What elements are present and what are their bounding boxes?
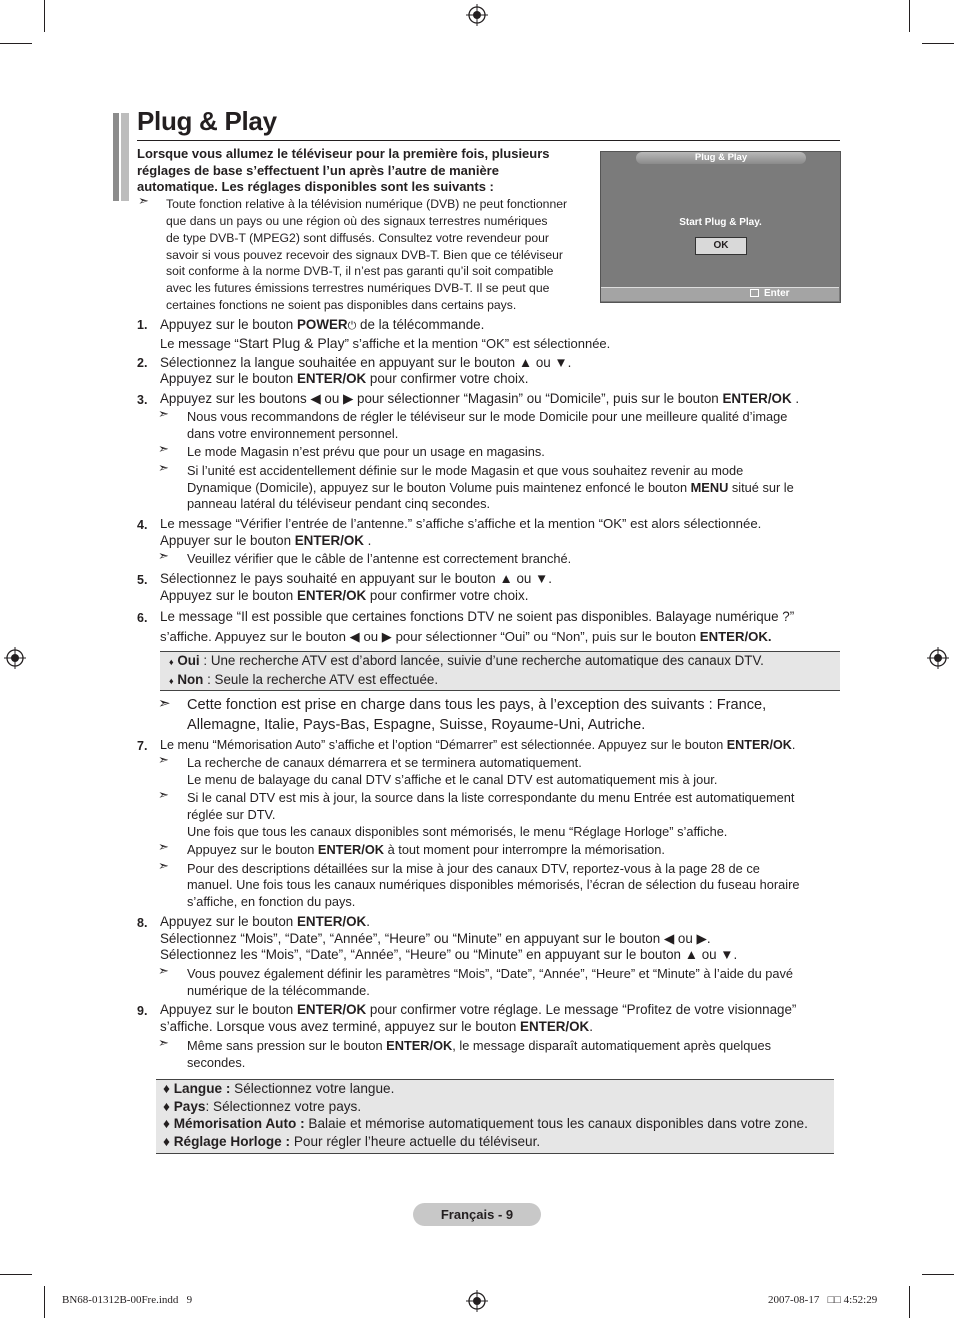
intro-note-line: Toute fonction relative à la télévision numérique (DVB) ne peut fonctionner [166,197,568,211]
power-icon: ⏻ [347,320,357,332]
step-5-line: Appuyez sur le bouton ENTER/OK pour confirmer votre choix. [160,588,529,603]
step-7-note: Pour des descriptions détaillées sur la mise à jour des canaux DTV, reportez-vous à la page 28 de ce [187,861,760,876]
note-arrow-icon: ➣ [158,839,169,854]
step-7-note: Si le canal DTV est mis à jour, la source dans la liste correspondante du menu Entrée est automatiquement [187,790,795,805]
summary-line: ♦ Langue : Sélectionnez votre langue. [163,1081,395,1096]
step-number: 9. [137,1004,148,1018]
step-number: 7. [137,739,148,753]
summary-line: ♦ Réglage Horloge : Pour régler l’heure actuelle du téléviseur. [163,1134,541,1149]
step-9-note: secondes. [187,1055,246,1070]
step-9-line: Appuyez sur le bouton ENTER/OK pour confirmer votre réglage. Le message “Profitez de votre visionnage” [160,1002,797,1017]
step-8-line: Appuyez sur le bouton ENTER/OK. [160,914,370,929]
step-7-note: Le menu de balayage du canal DTV s’affiche et le canal DTV est automatiquement mis à jour. [187,772,718,787]
step-number: 3. [137,393,148,407]
step-5-line: Sélectionnez le pays souhaité en appuyant sur le bouton ▲ ou ▼. [160,571,553,586]
registration-mark-icon [4,647,26,669]
enter-icon [750,289,759,297]
step-3-note: Le mode Magasin n’est prévu que pour un usage en magasins. [187,444,545,459]
step-6-line: s’affiche. Appuyez sur le bouton ◀ ou ▶ pour sélectionner “Oui” ou “Non”, puis sur le bouton ENTER/OK. [160,629,772,644]
note-arrow-icon: ➣ [158,406,169,421]
page-number-badge: Français - 9 [413,1203,541,1226]
registration-mark-icon [466,4,488,26]
option-line: ♦ Non : Seule la recherche ATV est effectuée. [169,672,439,687]
note-arrow-icon: ➣ [158,460,169,475]
step-8-line: Sélectionnez “Mois”, “Date”, “Année”, “Heure” ou “Minute” en appuyant sur le bouton ◀ ou ▶. [160,931,711,946]
registration-mark-icon [466,1290,488,1312]
title-accent-bar [113,113,119,201]
crop-mark [0,43,32,44]
crop-mark [909,1286,910,1318]
intro-text: Lorsque vous allumez le téléviseur pour la première fois, plusieurs réglages de base s’effectuent l’un après l’autre de manière automatique. Les réglages disponibles sont les suivants : [137,146,550,194]
intro-note-line: savoir si vous pouvez recevoir des signaux DVB-T. Bien que ce téléviseur [166,248,563,262]
step-number: 4. [137,518,148,532]
step-2-line: Appuyez sur le bouton ENTER/OK pour confirmer votre choix. [160,371,529,386]
step-number: 5. [137,573,148,587]
step-7-line: Le menu “Mémorisation Auto” s’affiche et l’option “Démarrer” est sélectionnée. Appuyez sur le bouton ENTER/OK. [160,738,796,752]
step-7-note: manuel. Une fois tous les canaux numériques disponibles mémorisés, l’écran de sélection du fuseau horaire [187,877,800,892]
imprint-date: 2007-08-17 □□ 4:52:29 [768,1294,878,1306]
crop-mark [44,0,45,32]
crop-mark [44,1286,45,1318]
screen-bottom-bar [601,287,839,301]
step-3-line: Appuyez sur les boutons ◀ ou ▶ pour sélectionner “Magasin” ou “Domicile”, puis sur le bouton ENTER/OK . [160,391,800,406]
step-1-line: Le message “Start Plug & Play” s’affiche et la mention “OK” est sélectionnée. [160,335,611,351]
step-number: 6. [137,611,148,625]
intro-note-line: avec les futures émissions terrestres numériques DVB-T. Il se peut que [166,281,550,295]
note-arrow-icon: ➣ [158,752,169,767]
intro-note-line: soit conforme à la norme DVB-T, il n’est pas garanti qu’il soit compatible [166,264,554,278]
crop-mark [0,1274,32,1275]
step-3-note: Dynamique (Domicile), appuyez sur le bouton Volume puis maintenez enfoncé le bouton MENU situé sur le [187,480,794,495]
screen-menu-tab: Plug & Play [636,152,806,164]
summary-line: ♦ Pays: Sélectionnez votre pays. [163,1099,362,1114]
note-arrow-icon: ➣ [158,787,169,802]
option-line: ♦ Oui : Une recherche ATV est d’abord lancée, suivie d’une recherche automatique des canaux DTV. [169,653,764,668]
step-3-note: panneau latéral du téléviseur pendant cinq secondes. [187,496,491,511]
step-7-note: La recherche de canaux démarrera et se terminera automatiquement. [187,755,582,770]
step-2-line: Sélectionnez la langue souhaitée en appuyant sur le bouton ▲ ou ▼. [160,355,572,370]
step-8-note: numérique de la télécommande. [187,983,370,998]
step-4-line: Le message “Vérifier l’entrée de l’antenne.” s’affiche s’affiche et la mention “OK” est alors sélectionnée. [160,516,762,531]
step-number: 8. [137,916,148,930]
step-number: 2. [137,356,148,370]
note-arrow-icon: ➣ [158,441,169,456]
registration-mark-icon [927,647,949,669]
imprint-file: BN68-01312B-00Fre.indd 9 [62,1294,193,1306]
note-arrow-icon: ➣ [158,695,171,712]
step-6-note: Allemagne, Italie, Pays-Bas, Espagne, Suisse, Royaume-Uni, Autriche. [187,717,646,733]
step-9-line: s’affiche. Lorsque vous avez terminé, appuyez sur le bouton ENTER/OK. [160,1019,593,1034]
step-6-note: Cette fonction est prise en charge dans tous les pays, à l’exception des suivants : France, [187,697,767,713]
screen-enter-label: Enter [764,288,790,299]
title-divider [137,140,840,141]
step-9-note: Même sans pression sur le bouton ENTER/OK, le message disparaît automatiquement après quelques [187,1038,771,1053]
step-4-note: Veuillez vérifier que le câble de l’antenne est correctement branché. [187,551,572,566]
step-8-note: Vous pouvez également définir les paramètres “Mois”, “Date”, “Année”, “Heure” et “Minute” à l’aide du pavé [187,966,794,981]
intro-note-line: certaines fonctions ne soient pas disponibles dans certains pays. [166,298,517,312]
step-3-note: dans votre environnement personnel. [187,426,399,441]
note-arrow-icon: ➣ [158,1035,169,1050]
note-arrow-icon: ➣ [138,193,149,208]
step-4-line: Appuyer sur le bouton ENTER/OK . [160,533,372,548]
note-arrow-icon: ➣ [158,963,169,978]
step-7-note: s’affiche, en fonction du pays. [187,894,356,909]
summary-line: ♦ Mémorisation Auto : Balaie et mémorise automatiquement tous les canaux disponibles dans votre zone. [163,1116,808,1131]
step-number: 1. [137,318,148,332]
crop-mark [922,43,954,44]
step-7-note: réglée sur DTV. [187,807,276,822]
step-7-note: Une fois que tous les canaux disponibles sont mémorisés, le menu “Réglage Horloge” s’affiche. [187,824,728,839]
crop-mark [922,1274,954,1275]
screen-message: Start Plug & Play. [679,217,762,228]
page-title: Plug & Play [137,106,277,136]
step-3-note: Nous vous recommandons de régler le téléviseur sur le mode Domicile pour une meilleure qualité d’image [187,409,788,424]
step-3-note: Si l’unité est accidentellement définie sur le mode Magasin et que vous souhaitez revenir au mode [187,463,744,478]
screen-ok-button: OK [695,237,747,255]
title-accent-bar [121,113,129,201]
crop-mark [909,0,910,32]
step-7-note: Appuyez sur le bouton ENTER/OK à tout moment pour interrompre la mémorisation. [187,842,665,857]
note-arrow-icon: ➣ [158,858,169,873]
intro-note-line: que dans un pays ou une région où des signaux terrestres numériques [166,214,548,228]
note-arrow-icon: ➣ [158,548,169,563]
step-8-line: Sélectionnez les “Mois”, “Date”, “Année”, “Heure” ou “Minute” en appuyant sur le bouton ▲ ou ▼. [160,947,738,962]
step-6-line: Le message “Il est possible que certaines fonctions DTV ne soient pas disponibles. Balayage numérique ?” [160,609,795,624]
intro-note-line: de type DVB-T (MPEG2) sont diffusés. Consultez votre revendeur pour [166,231,549,245]
step-1-line: Appuyez sur le bouton POWER⏻ de la télécommande. [160,317,485,332]
